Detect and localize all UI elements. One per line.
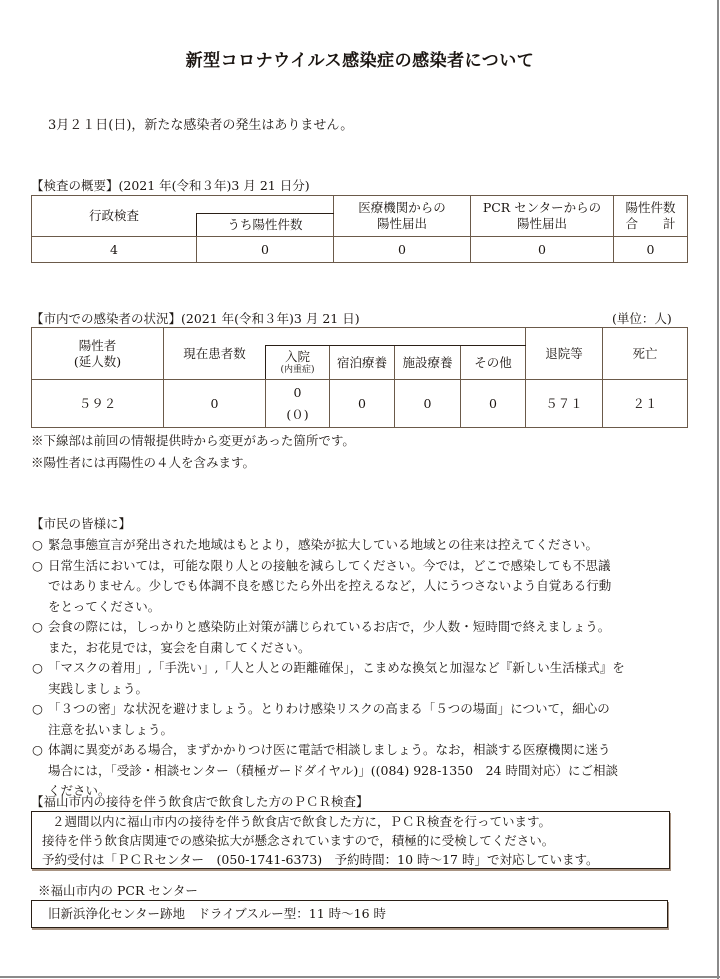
- list-item-line: また，お花見では，宴会を自粛してください。: [48, 639, 311, 655]
- list-item-line: 注意を払いましょう。: [48, 721, 174, 737]
- pcr-center-detail: 旧新浜浄化センター跡地 ドライブスルー型：11 時～16 時: [48, 906, 387, 921]
- status-unit: (単位：人): [612, 311, 672, 326]
- header-discharged: 退院等: [526, 328, 603, 380]
- value-admin-positive: 0: [197, 237, 334, 263]
- value-other: 0: [461, 380, 526, 428]
- header-other: その他: [461, 346, 526, 380]
- circle-bullet-icon: ○: [32, 557, 43, 573]
- value-medical: 0: [334, 237, 471, 263]
- header-death: 死亡: [603, 328, 688, 380]
- value-facility: 0: [395, 380, 461, 428]
- page-title: 新型コロナウイルス感染症の感染者について: [185, 51, 535, 71]
- inspection-table: [31, 195, 688, 263]
- value-death: ２１: [603, 380, 688, 428]
- header-positive: 陽性者 (延人数): [32, 328, 164, 380]
- list-item-line: 場合には，「受診・相談センター（積極ガードダイヤル)」((084) 928-1350 24 時間対応）にご相談: [48, 762, 618, 778]
- header-facility: 施設療養: [395, 346, 461, 380]
- header-current-spacer: [266, 328, 526, 346]
- list-item: [32, 556, 625, 618]
- header-pcr: PCR センターからの 陽性届出: [471, 196, 614, 237]
- page-frame-bottom: [0, 976, 720, 978]
- value-pcr: 0: [471, 237, 614, 263]
- circle-bullet-icon: ○: [32, 619, 43, 634]
- value-discharged: ５７１: [526, 380, 603, 428]
- value-positive: ５９２: [32, 380, 164, 428]
- pcr-line: 予約受付は「ＰＣＲセンター (050-1741-6373) 予約時間：10 時～17 時」で対応しています。: [42, 852, 599, 867]
- list-item-line: ください。: [48, 783, 111, 798]
- value-admin: 4: [32, 237, 197, 263]
- pcr-center-heading: ※福山市内の PCR センター: [38, 883, 198, 898]
- inspection-heading: 【検査の概要】(2021 年(令和３年)3 月 21 日分): [31, 178, 310, 193]
- header-admin: 行政検査: [32, 196, 197, 237]
- circle-bullet-icon: ○: [32, 660, 43, 675]
- list-item-line: 緊急事態宣言が発出された地域はもとより，感染が拡大している地域との往来は控えてください。: [48, 537, 599, 552]
- list-item-line: 会食の際には，しっかりと感染防止対策が講じられているお店で，少人数・短時間で終えましょう。: [48, 619, 611, 634]
- circle-bullet-icon: ○: [32, 742, 43, 757]
- value-current: 0: [164, 380, 266, 428]
- status-table: [31, 327, 688, 428]
- header-medical: 医療機関からの 陽性届出: [334, 196, 471, 237]
- page-frame-right: [717, 0, 719, 979]
- list-item-line: 体調に異変がある場合，まずかかりつけ医に電話で相談しましょう。なお，相談する医療機関に迷う: [48, 742, 611, 757]
- header-admin-spacer: [197, 196, 334, 214]
- list-item: [32, 535, 625, 556]
- pcr-center-box: [31, 900, 668, 928]
- lead-statement: 3月２１日(日)，新たな感染者の発生はありません。: [48, 118, 354, 133]
- list-item-line: をとってください。: [48, 598, 161, 614]
- value-hotel: 0: [330, 380, 395, 428]
- status-note-1: ※下線部は前回の情報提供時から変更があった箇所です。: [31, 433, 355, 448]
- circle-bullet-icon: ○: [32, 537, 43, 552]
- header-hospital: 入院 (内重症): [266, 346, 330, 380]
- status-note-2: ※陽性者には再陽性の４人を含みます。: [31, 455, 256, 470]
- status-heading: 【市内での感染者の状況】(2021 年(令和３年)3 月 21 日): [31, 311, 360, 326]
- list-item-line: 日常生活においては，可能な限り人との接触を減らしてください。今では，どこで感染しても不思議: [48, 557, 611, 573]
- citizens-heading: 【市民の皆様に】: [31, 516, 132, 531]
- list-item: [32, 617, 625, 658]
- list-item-line: 「３つの密」な状況を避けましょう。とりわけ感染リスクの高まる「５つの場面」について，細心の: [48, 701, 610, 716]
- list-item-line: 「マスクの着用」,「手洗い」,「人と人との距離確保」，こまめな換気と加湿など『新しい生活様式』を: [48, 660, 625, 675]
- value-total: 0: [614, 237, 688, 263]
- pcr-heading: 【福山市内の接待を伴う飲食店で飲食した方のＰＣＲ検査】: [31, 794, 369, 809]
- list-item: [32, 658, 625, 699]
- pcr-info-box: [31, 811, 670, 869]
- circle-bullet-icon: ○: [32, 701, 43, 716]
- pcr-line: ２週間以内に福山市内の接待を伴う飲食店で飲食した方に，ＰＣＲ検査を行っています。: [52, 814, 552, 829]
- list-item: [32, 699, 625, 740]
- value-hospital: 0 (０): [266, 380, 330, 428]
- header-total: 陽性件数 合 計: [614, 196, 688, 237]
- header-hotel: 宿泊療養: [330, 346, 395, 380]
- list-item-line: 実践しましょう。: [48, 680, 149, 696]
- pcr-line: 接待を伴う飲食店関連での感染拡大が懸念されていますので，積極的に受検してください。: [42, 833, 555, 848]
- list-item-line: ではありません。少しでも体調不良を感じたら外出を控えるなど，人にうつさないよう自覚ある行動: [48, 578, 612, 593]
- citizens-list: [32, 535, 625, 802]
- header-admin-positive: うち陽性件数: [197, 214, 334, 237]
- header-current: 現在患者数: [164, 328, 266, 380]
